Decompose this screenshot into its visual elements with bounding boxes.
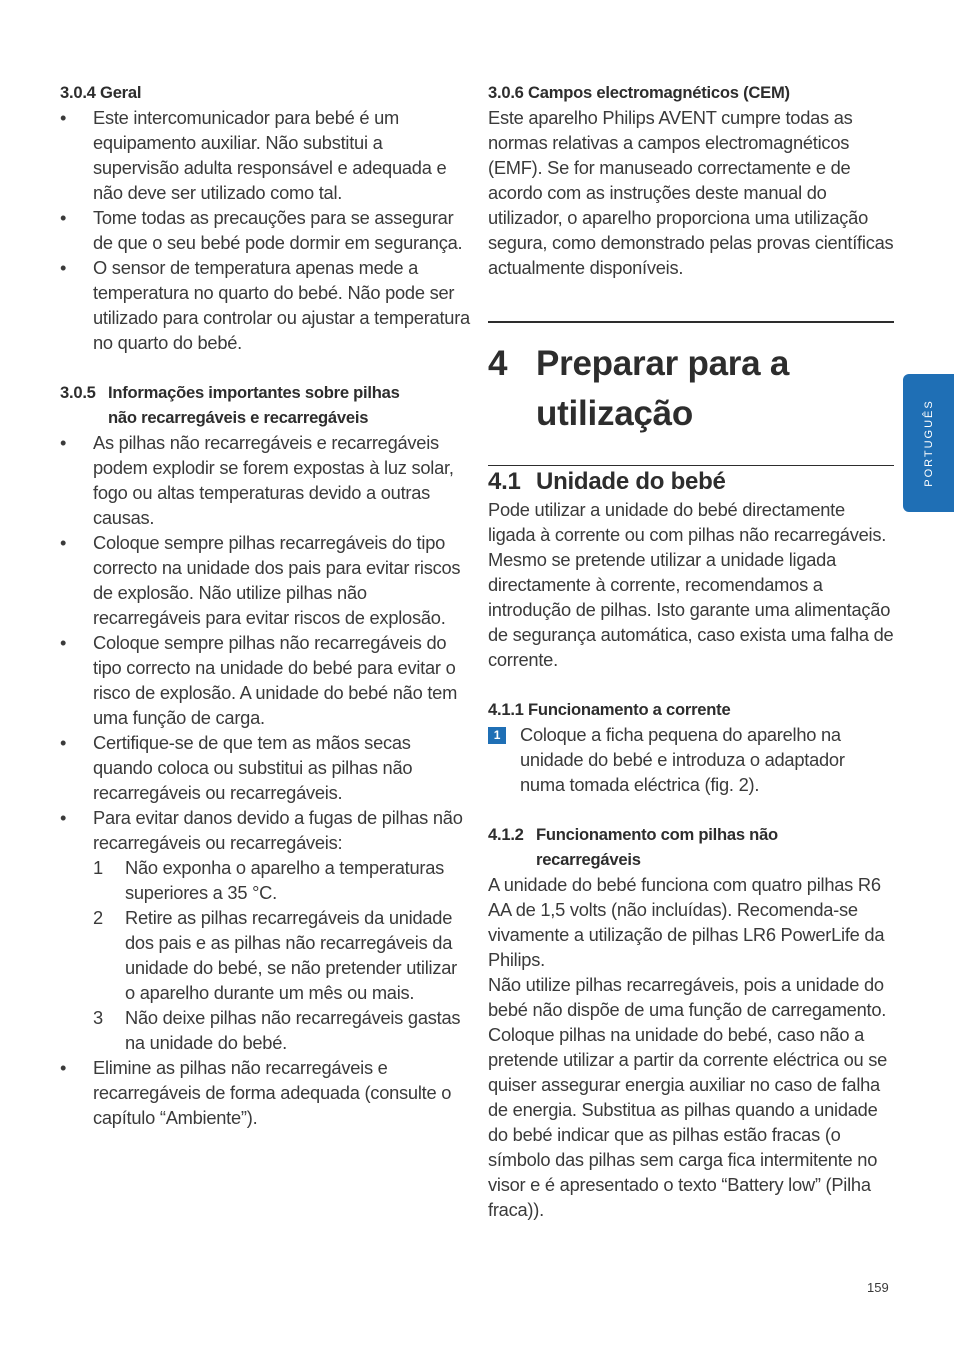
bullet-list-geral (60, 105, 470, 355)
bullet-icon: • (60, 1057, 67, 1078)
list-item (60, 1055, 470, 1130)
bullet-icon: • (60, 732, 67, 753)
paragraph-cem: Este aparelho Philips AVENT cumpre todas as normas relativas a campos electromagnéticos (EMF). Se for manuseado correctamente e de acordo com as instruções deste manual do utilizador, o aparelho proporciona uma utilização segura, como demonstrado pelas provas científicas actualmente disponíveis. (488, 107, 894, 278)
bullet-icon: • (60, 107, 67, 128)
bullet-icon: • (60, 632, 67, 653)
list-item (60, 530, 470, 630)
sublist-text: Não deixe pilhas não recarregáveis gastas na unidade do bebé. (125, 1007, 461, 1053)
paragraph-pilhas-2: Não utilize pilhas recarregáveis, pois a unidade do bebé não dispõe de uma função de carregamento. Coloque pilhas na unidade do bebé, caso não a pretende utilizar a partir da corrente eléctrica ou se quiser assegurar energia auxiliar no caso de falha de energia. Substitua as pilhas quando a unidade do bebé indicar que as pilhas estão fracas (o símbolo das pilhas sem carga fica intermitente no visor e é apresentado o texto “Battery low” (Pilha fraca)). (488, 974, 888, 1220)
step-text: Coloque a ficha pequena do aparelho na unidade do bebé e introduza o adaptador numa tomada eléctrica (fig. 2). (520, 724, 845, 795)
list-item-text: Elimine as pilhas não recarregáveis e recarregáveis de forma adequada (consulte o capítulo “Ambiente”). (93, 1057, 452, 1128)
sublist-number: 1 (93, 857, 103, 878)
list-item-text: Para evitar danos devido a fugas de pilhas não recarregáveis ou recarregáveis: (93, 807, 463, 853)
list-item (60, 430, 470, 530)
list-item-text: Coloque sempre pilhas não recarregáveis do tipo correcto na unidade do bebé para evitar o risco de explosão. A unidade do bebé não tem uma função de carga. (93, 632, 458, 728)
list-item (60, 255, 470, 355)
sublist-number: 2 (93, 907, 103, 928)
chapter-rule (488, 321, 894, 323)
list-item (60, 805, 470, 1055)
section-rule (488, 465, 894, 466)
list-item-text: Este intercomunicador para bebé é um equipamento auxiliar. Não substitui a supervisão adulta responsável e adequada e não deve ser utilizado como tal. (93, 107, 447, 203)
language-tab (903, 374, 954, 512)
heading-number: 3.0.4 (60, 83, 96, 102)
bullet-icon: • (60, 432, 67, 453)
heading-title: Geral (100, 83, 142, 102)
heading-number: 4.1.2 (488, 825, 524, 844)
list-item-text: Coloque sempre pilhas recarregáveis do tipo correcto na unidade dos pais para evitar riscos de explosão. Não utilize pilhas não recarregáveis para evitar riscos de explosão. (93, 532, 461, 628)
heading-number: 3.0.5 (60, 383, 96, 402)
sublist-text: Retire as pilhas recarregáveis da unidade dos pais e as pilhas não recarregáveis da unidade do bebé, se não pretender utilizar o aparelho durante um mês ou mais. (125, 907, 458, 1003)
heading-title: Campos electromagnéticos (CEM) (528, 83, 790, 102)
list-item-text: As pilhas não recarregáveis e recarregáveis podem explodir se forem expostas à luz solar, fogo ou altas temperaturas devido a outras causas. (93, 432, 454, 528)
page-number: 159 (867, 1280, 889, 1295)
heading-title: Unidade do bebé (536, 468, 726, 495)
heading-title-line2: não recarregáveis e recarregáveis (108, 408, 369, 427)
bullet-list-pilhas (60, 430, 470, 1130)
list-item (60, 205, 470, 255)
heading-title-line1: Informações importantes sobre pilhas (108, 383, 400, 402)
heading-3-0-6 (488, 80, 894, 105)
paragraph-unidade: Pode utilizar a unidade do bebé directamente ligada à corrente ou com pilhas não recarregáveis. Mesmo se pretende utilizar a unidade ligada directamente à corrente, recomendamos a introdução de pilhas. Isto garante uma alimentação de segurança automática, caso exista uma falha de corrente. (488, 499, 894, 670)
right-column (488, 80, 894, 1222)
heading-number: 4.1.1 (488, 700, 524, 719)
list-item (60, 105, 470, 205)
language-tab-label: PORTUGUÊS (923, 399, 935, 487)
numbered-sublist (93, 855, 470, 1055)
heading-title-line1: Funcionamento com pilhas não (536, 825, 778, 844)
sublist-item (93, 855, 470, 905)
chapter-number: 4 (488, 344, 508, 383)
heading-number: 4.1 (488, 468, 521, 495)
sublist-item (93, 905, 470, 1005)
list-item (60, 630, 470, 730)
paragraph-pilhas-1: A unidade do bebé funciona com quatro pilhas R6 AA de 1,5 volts (não incluídas). Recomenda-se vivamente a utilização de pilhas LR6 PowerLife da Philips. (488, 874, 885, 970)
chapter-title-text (536, 339, 789, 439)
list-item-text: O sensor de temperatura apenas mede a temperatura no quarto do bebé. Não pode ser utilizado para controlar ou ajustar a temperatura no quarto do bebé. (93, 257, 470, 353)
sublist-text: Não exponha o aparelho a temperaturas superiores a 35 °C. (125, 857, 445, 903)
chapter-title-line2: utilização (536, 394, 693, 433)
heading-title-line2: recarregáveis (536, 850, 641, 869)
heading-title: Funcionamento a corrente (528, 700, 731, 719)
bullet-icon: • (60, 807, 67, 828)
list-item-text: Certifique-se de que tem as mãos secas quando coloca ou substitui as pilhas não recarregáveis ou recarregáveis. (93, 732, 413, 803)
sublist-item (93, 1005, 470, 1055)
list-item (60, 730, 470, 805)
bullet-icon: • (60, 207, 67, 228)
heading-4-1-2 (488, 822, 894, 847)
bullet-icon: • (60, 532, 67, 553)
bullet-icon: • (60, 257, 67, 278)
sublist-number: 3 (93, 1007, 103, 1028)
list-item-text: Tome todas as precauções para se assegurar de que o seu bebé pode dormir em segurança. (93, 207, 463, 253)
heading-number: 3.0.6 (488, 83, 524, 102)
chapter-title (488, 339, 894, 439)
chapter-title-line1: Preparar para a (536, 344, 790, 383)
step-item (488, 722, 894, 797)
heading-4-1 (488, 467, 894, 497)
heading-3-0-5 (60, 380, 470, 405)
left-column (60, 80, 470, 1130)
heading-3-0-4 (60, 80, 470, 105)
heading-4-1-1 (488, 697, 894, 722)
step-number-badge: 1 (488, 727, 506, 744)
